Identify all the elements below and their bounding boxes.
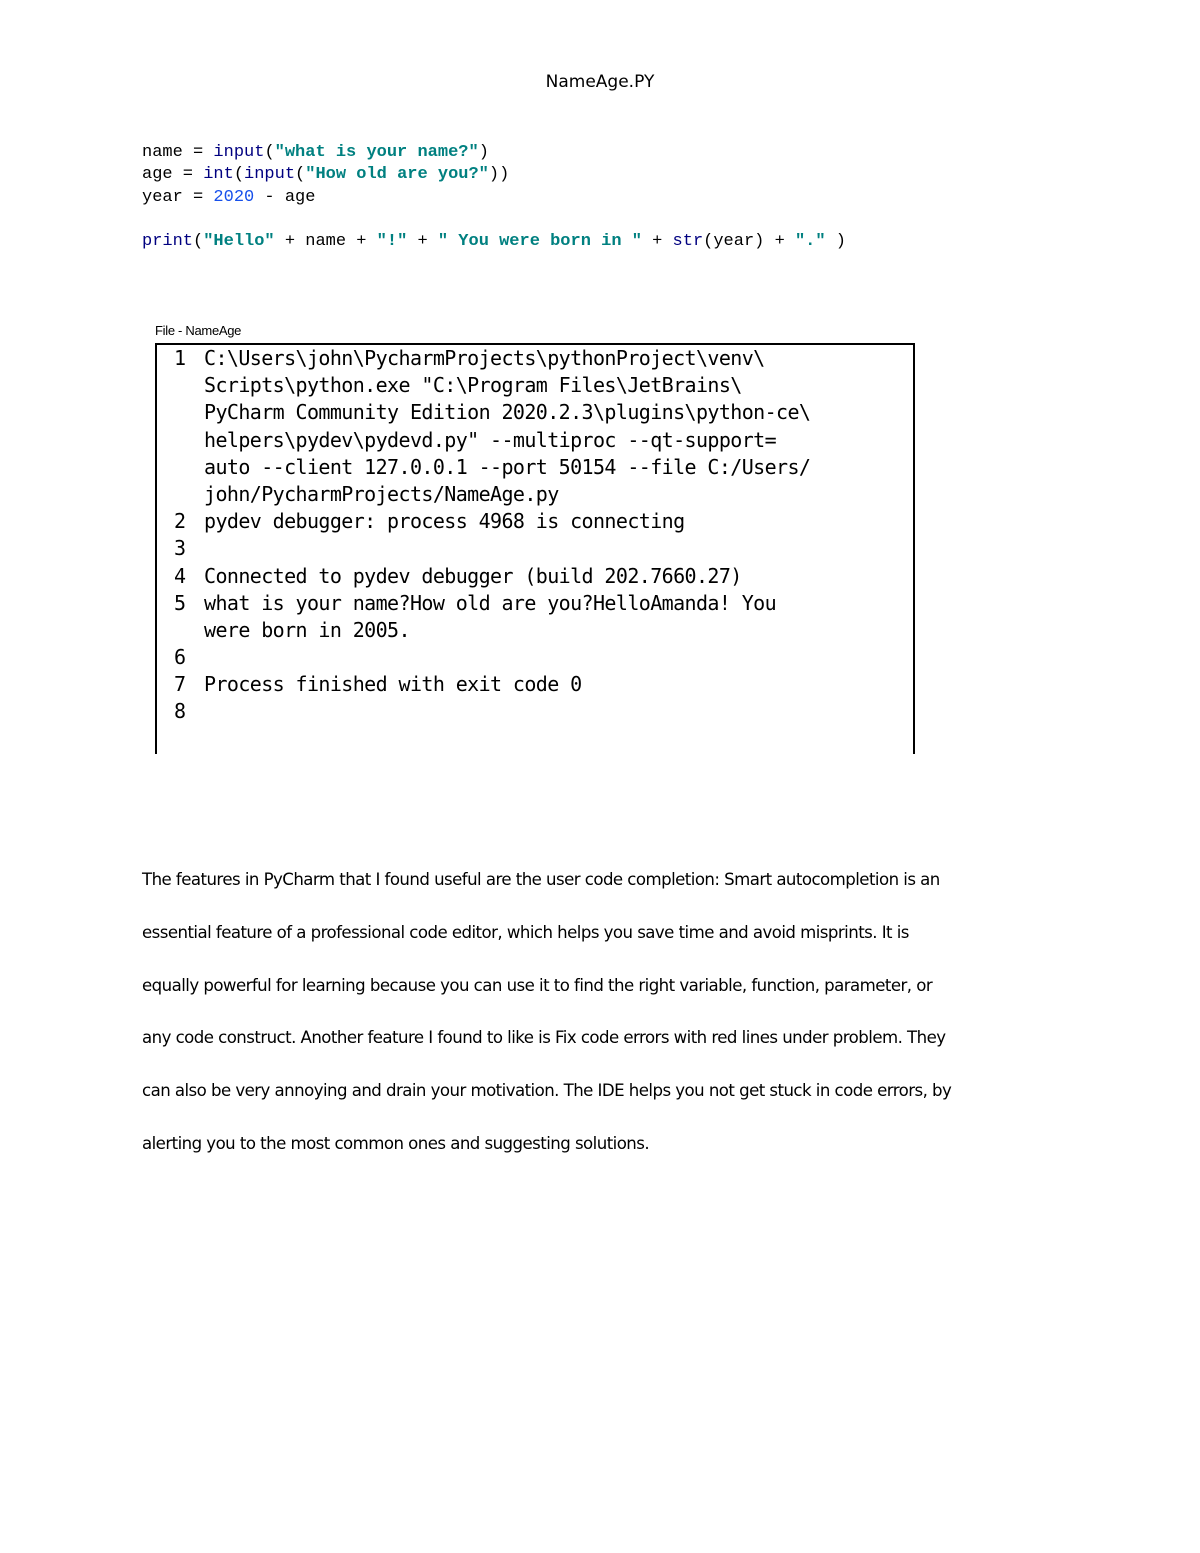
- code-token: name =: [142, 143, 214, 162]
- console-line-text: pydev debugger: process 4968 is connecting: [204, 509, 685, 534]
- code-token-builtin: str: [672, 232, 704, 252]
- console-line-number: 2: [174, 509, 186, 534]
- console-line-number: 1: [174, 346, 186, 370]
- code-line-name: [142, 142, 846, 164]
- code-token: (: [295, 165, 306, 185]
- console-line: [174, 535, 810, 562]
- code-token-number: 2020: [213, 187, 255, 207]
- code-token: (: [233, 165, 245, 185]
- console-line: [174, 563, 810, 590]
- code-token-string: " You were born in ": [437, 232, 642, 252]
- console-line: [174, 644, 810, 671]
- essay-line: equally powerful for learning because you can use it to find the right variable, function, parameter, or: [142, 975, 933, 995]
- console-line: [174, 481, 810, 508]
- code-token-builtin: input: [213, 143, 265, 162]
- essay-line: any code construct. Another feature I found to like is Fix code errors with red lines under problem. They: [142, 1028, 946, 1048]
- console-line-number: 8: [174, 699, 186, 724]
- console-line: [174, 427, 810, 454]
- console-line-number: [174, 372, 204, 399]
- console-line: [174, 617, 810, 644]
- code-token-builtin: input: [244, 165, 296, 185]
- console-line: [174, 345, 810, 372]
- code-token: (: [193, 232, 204, 252]
- console-line-number: [174, 399, 204, 426]
- console-line-text: C:\Users\john\PycharmProjects\pythonProject\venv\: [204, 346, 765, 370]
- code-line-year: [142, 187, 846, 209]
- console-line-text: Process finished with exit code 0: [204, 672, 582, 697]
- console-line-number: [174, 454, 204, 481]
- console-line-number: 3: [174, 536, 186, 561]
- console-lines: [174, 345, 810, 726]
- console-line: [174, 399, 810, 426]
- console-line-number: 7: [174, 672, 186, 697]
- code-line-age: [142, 164, 846, 186]
- code-token: year =: [142, 187, 214, 207]
- code-token: (year) +: [703, 232, 795, 252]
- console-line-text: PyCharm Community Edition 2020.2.3\plugins\python-ce\: [204, 400, 811, 425]
- code-token-string: ".": [794, 232, 826, 252]
- code-token: + name +: [274, 232, 377, 252]
- console-line-number: 4: [174, 563, 186, 588]
- console-line-number: 6: [174, 645, 186, 670]
- console-line-text: Scripts\python.exe "C:\Program Files\JetBrains\: [204, 373, 742, 398]
- essay-line: essential feature of a professional code editor, which helps you save time and avoid misprints. It is: [142, 922, 909, 942]
- console-line-text: what is your name?How old are you?HelloAmanda! You: [204, 590, 777, 615]
- console-line-number: [174, 617, 204, 644]
- console-line: [174, 590, 810, 617]
- console-line-number: [174, 427, 204, 454]
- essay-line: alerting you to the most common ones and suggesting solutions.: [142, 1133, 650, 1153]
- code-token: )): [488, 165, 510, 185]
- code-token: (: [264, 143, 275, 162]
- console-line: [174, 671, 810, 698]
- code-token: age =: [142, 165, 204, 185]
- essay-line: The features in PyCharm that I found useful are the user code completion: Smart autocompletion is an: [142, 870, 940, 889]
- code-token: - age: [254, 187, 316, 207]
- code-token-string: "Hello": [203, 232, 275, 252]
- code-token-builtin: int: [203, 165, 234, 185]
- console-output-panel: [155, 343, 915, 754]
- console-line-text: john/PycharmProjects/NameAge.py: [204, 481, 559, 506]
- code-block: [142, 142, 846, 254]
- code-token: +: [641, 232, 673, 252]
- console-line: [174, 508, 810, 535]
- console-line-text: were born in 2005.: [204, 617, 410, 642]
- code-token-builtin: print: [142, 232, 194, 252]
- code-token: +: [407, 232, 438, 252]
- console-line: [174, 454, 810, 481]
- code-token-string: "!": [376, 232, 408, 252]
- console-line: [174, 698, 810, 725]
- console-line: [174, 372, 810, 399]
- console-line-text: helpers\pydev\pydevd.py" --multiproc --qt-support=: [204, 427, 777, 452]
- page-title: NameAge.PY: [545, 72, 655, 92]
- essay-paragraph: [142, 854, 1072, 1171]
- code-token-string: "what is your name?": [274, 143, 479, 162]
- console-line-text: Connected to pydev debugger (build 202.7660.27): [204, 563, 742, 588]
- console-line-text: auto --client 127.0.0.1 --port 50154 --file C:/Users/: [204, 454, 811, 479]
- code-token-string: "How old are you?": [305, 165, 489, 185]
- console-line-number: 5: [174, 590, 186, 615]
- code-token: ): [825, 232, 846, 252]
- essay-line: can also be very annoying and drain your motivation. The IDE helps you not get stuck in code errors, by: [142, 1081, 952, 1101]
- code-line-print: [142, 231, 846, 253]
- code-token: ): [478, 143, 489, 162]
- code-blank-line: [142, 209, 846, 232]
- console-caption: File - NameAge: [155, 323, 242, 338]
- console-line-number: [174, 481, 204, 508]
